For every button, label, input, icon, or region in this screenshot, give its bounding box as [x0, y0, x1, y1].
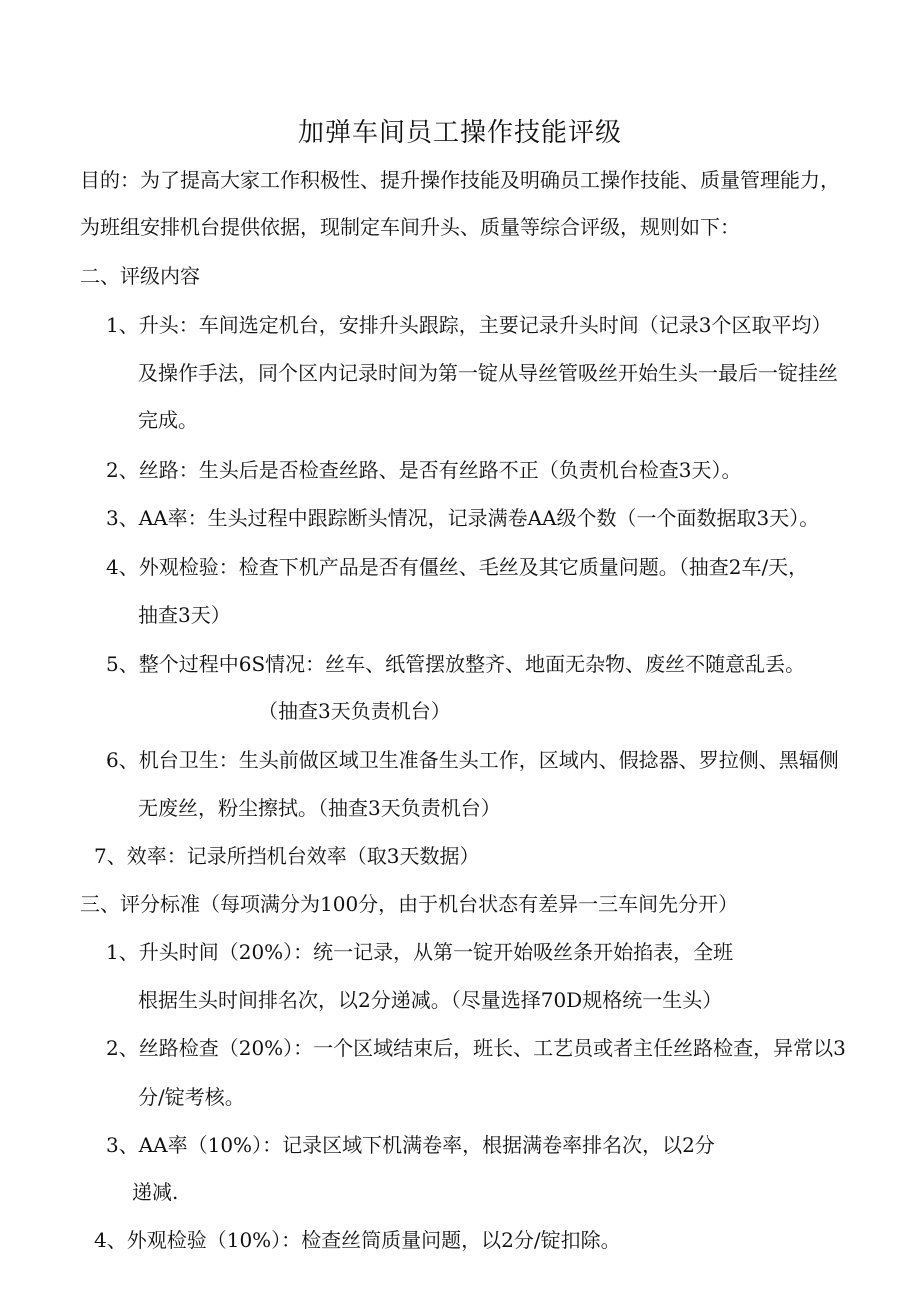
scoring-item-4: 4、外观检验（10%）：检查丝筒质量问题，以2分/锭扣除。	[94, 1228, 621, 1252]
rating-item-3: 3、AA率：生头过程中跟踪断头情况，记录满卷AA级个数（一个面数据取3天）。	[106, 506, 820, 530]
rating-item-6-line-1: 6、机台卫生：生头前做区域卫生准备生头工作，区域内、假捻器、罗拉侧、黑辐侧	[106, 748, 839, 772]
purpose-line-1: 目的：为了提高大家工作积极性、提升操作技能及明确员工操作技能、质量管理能力，	[80, 168, 840, 192]
rating-item-2: 2、丝路：生头后是否检查丝路、是否有丝路不正（负责机台检查3天）。	[106, 458, 742, 482]
rating-item-6-line-2: 无废丝，粉尘擦拭。（抽查3天负责机台）	[138, 796, 501, 820]
rating-item-4-line-1: 4、外观检验：检查下机产品是否有僵丝、毛丝及其它质量问题。（抽查2车/天，	[106, 555, 809, 579]
scoring-item-2-line-2: 分/锭考核。	[138, 1085, 245, 1109]
rating-item-4-line-2: 抽查3天）	[138, 603, 231, 627]
rating-item-7: 7、效率：记录所挡机台效率（取3天数据）	[94, 844, 480, 868]
scoring-item-3-line-2: 递减.	[132, 1180, 179, 1204]
purpose-line-2: 为班组安排机台提供依据，现制定车间升头、质量等综合评级，规则如下：	[80, 215, 740, 239]
section-heading-rating-content: 二、评级内容	[80, 264, 200, 288]
section-heading-scoring-standard: 三、评分标准（每项满分为100分，由于机台状态有差异一三车间先分开）	[80, 892, 739, 916]
scoring-item-3-line-1: 3、AA率（10%）：记录区域下机满卷率，根据满卷率排名次，以2分	[106, 1133, 715, 1157]
scoring-item-1-line-1: 1、升头时间（20%）：统一记录，从第一锭开始吸丝条开始掐表，全班	[106, 940, 734, 964]
rating-item-5-line-2: （抽查3天负责机台）	[258, 699, 451, 723]
scoring-item-1-line-2: 根据生头时间排名次，以2分递减。（尽量选择70D规格统一生头）	[138, 988, 723, 1012]
rating-item-1-line-1: 1、升头：车间选定机台，安排升头跟踪，主要记录升头时间（记录3个区取平均）	[106, 313, 832, 337]
scoring-item-2-line-1: 2、丝路检查（20%）：一个区域结束后，班长、工艺员或者主任丝路检查，异常以3	[106, 1036, 846, 1060]
rating-item-5-line-1: 5、整个过程中6S情况：丝车、纸管摆放整齐、地面无杂物、废丝不随意乱丢。	[106, 652, 806, 676]
rating-item-1-line-2: 及操作手法，同个区内记录时间为第一锭从导丝管吸丝开始生头一最后一锭挂丝	[138, 361, 838, 385]
rating-item-1-line-3: 完成。	[138, 408, 198, 432]
document-title: 加弹车间员工操作技能评级	[297, 118, 622, 148]
